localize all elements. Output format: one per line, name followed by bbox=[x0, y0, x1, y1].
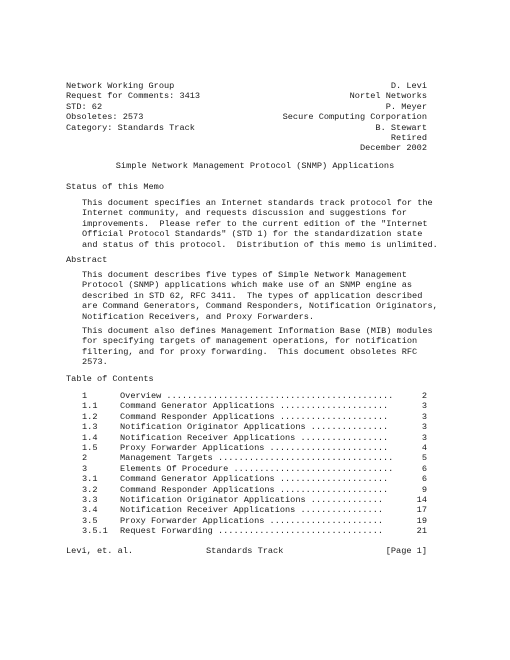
header-left: Obsoletes: 2573 bbox=[66, 112, 144, 123]
footer-category: Standards Track bbox=[206, 546, 284, 556]
toc-page: 14 bbox=[416, 494, 427, 505]
status-body: This document specifies an Internet standards track protocol for the Internet community, and requests discussion and suggestions for improvements. Please refer to the current edition of the "Internet Official Protocol Standards" (STD 1) for the standardization state and status of this protocol. Distribution of this memo is unlimited. bbox=[82, 198, 438, 250]
header-row bbox=[66, 81, 427, 91]
toc-entry[interactable] bbox=[82, 516, 427, 526]
header-row bbox=[66, 91, 427, 101]
toc-title: Overview ............................................ bbox=[120, 391, 394, 401]
toc-entry[interactable] bbox=[82, 505, 427, 515]
toc-page: 19 bbox=[416, 515, 427, 526]
toc-number: 3 bbox=[82, 463, 88, 474]
toc-title: Command Generator Applications ..................... bbox=[120, 474, 389, 485]
toc-page: 21 bbox=[416, 526, 427, 537]
header-right: P. Meyer bbox=[385, 101, 427, 112]
toc-title: Notification Originator Applications ............... bbox=[120, 422, 389, 433]
header-row bbox=[66, 112, 427, 122]
toc-entry[interactable] bbox=[82, 474, 427, 484]
header-right: Retired bbox=[390, 133, 427, 143]
toc-number: 3.5.1 bbox=[82, 526, 108, 537]
toc-title: Proxy Forwarder Applications ....................... bbox=[120, 442, 389, 453]
toc-entry[interactable] bbox=[82, 485, 427, 495]
toc-number: 3.4 bbox=[82, 505, 98, 516]
toc-title: Proxy Forwarder Applications ...................... bbox=[120, 515, 384, 526]
header-left: Network Working Group bbox=[66, 81, 175, 91]
toc-page: 5 bbox=[421, 453, 427, 464]
toc-entry[interactable] bbox=[82, 401, 427, 411]
toc-title: Elements Of Procedure ............................... bbox=[120, 463, 394, 474]
header-row bbox=[66, 123, 427, 133]
toc-title: Request Forwarding ................................ bbox=[120, 526, 384, 537]
footer-authors: Levi, et. al. bbox=[66, 546, 134, 556]
header-row bbox=[66, 102, 427, 112]
toc-number: 3.5 bbox=[82, 515, 98, 526]
toc-page: 4 bbox=[421, 442, 427, 453]
toc-title: Command Responder Applications ..................... bbox=[120, 411, 389, 422]
toc-page: 3 bbox=[421, 401, 427, 412]
toc-number: 1.1 bbox=[82, 401, 98, 412]
header-right: D. Levi bbox=[390, 81, 427, 91]
header-right: Secure Computing Corporation bbox=[282, 112, 427, 123]
toc-title: Notification Receiver Applications ................ bbox=[120, 505, 384, 516]
abstract-heading: Abstract bbox=[66, 255, 108, 265]
toc-number: 3.3 bbox=[82, 494, 98, 505]
toc-number: 3.1 bbox=[82, 474, 98, 485]
status-heading: Status of this Memo bbox=[66, 182, 164, 192]
toc-entry[interactable] bbox=[82, 495, 427, 505]
toc-heading: Table of Contents bbox=[66, 374, 154, 384]
header-right: B. Stewart bbox=[375, 122, 427, 133]
toc-title: Notification Originator Applications .............. bbox=[120, 494, 384, 505]
toc-page: 3 bbox=[421, 422, 427, 433]
toc-page: 2 bbox=[421, 391, 427, 401]
toc-entry[interactable] bbox=[82, 391, 427, 401]
toc-page: 9 bbox=[421, 484, 427, 495]
toc-title: Management Targets .................................. bbox=[120, 453, 394, 464]
toc-number: 1.4 bbox=[82, 432, 98, 443]
header-right: Nortel Networks bbox=[349, 91, 427, 102]
header-left: STD: 62 bbox=[66, 101, 103, 112]
toc-entry[interactable] bbox=[82, 443, 427, 453]
page-footer bbox=[66, 546, 427, 556]
header-row bbox=[66, 143, 427, 153]
toc-entry[interactable] bbox=[82, 453, 427, 463]
table-of-contents bbox=[82, 391, 427, 536]
toc-entry[interactable] bbox=[82, 433, 427, 443]
toc-title: Command Generator Applications ..................... bbox=[120, 401, 389, 412]
toc-entry[interactable] bbox=[82, 412, 427, 422]
toc-number: 1.3 bbox=[82, 422, 98, 433]
toc-title: Command Responder Applications ..................... bbox=[120, 484, 389, 495]
toc-page: 6 bbox=[421, 463, 427, 474]
toc-page: 3 bbox=[421, 411, 427, 422]
footer-page-number: [Page 1] bbox=[385, 546, 427, 556]
abstract-paragraph: This document also defines Management Information Base (MIB) modules for specifying targets of management operations, for notification filtering, and for proxy forwarding. This document obsoletes RFC 2573. bbox=[82, 326, 433, 368]
toc-number: 2 bbox=[82, 453, 88, 464]
toc-number: 1.2 bbox=[82, 411, 98, 422]
toc-entry[interactable] bbox=[82, 526, 427, 536]
toc-number: 1 bbox=[82, 391, 88, 401]
header-left: Category: Standards Track bbox=[66, 122, 195, 133]
toc-number: 1.5 bbox=[82, 442, 98, 453]
toc-title: Notification Receiver Applications ................. bbox=[120, 432, 389, 443]
toc-page: 6 bbox=[421, 474, 427, 485]
header-row bbox=[66, 133, 427, 143]
toc-entry[interactable] bbox=[82, 464, 427, 474]
abstract-paragraph: This document describes five types of Simple Network Management Protocol (SNMP) applications which make use of an SNMP engine as described in STD 62, RFC 3411. The types of application described are Command Generators, Command Responders, Notification Originators, Notification Receivers, and Proxy Forwarders. bbox=[82, 270, 438, 322]
toc-page: 17 bbox=[416, 505, 427, 516]
header-left: Request for Comments: 3413 bbox=[66, 91, 201, 102]
toc-entry[interactable] bbox=[82, 422, 427, 432]
toc-page: 3 bbox=[421, 432, 427, 443]
header-right: December 2002 bbox=[359, 143, 427, 154]
document-title: Simple Network Management Protocol (SNMP) Applications bbox=[115, 161, 395, 171]
toc-number: 3.2 bbox=[82, 484, 98, 495]
